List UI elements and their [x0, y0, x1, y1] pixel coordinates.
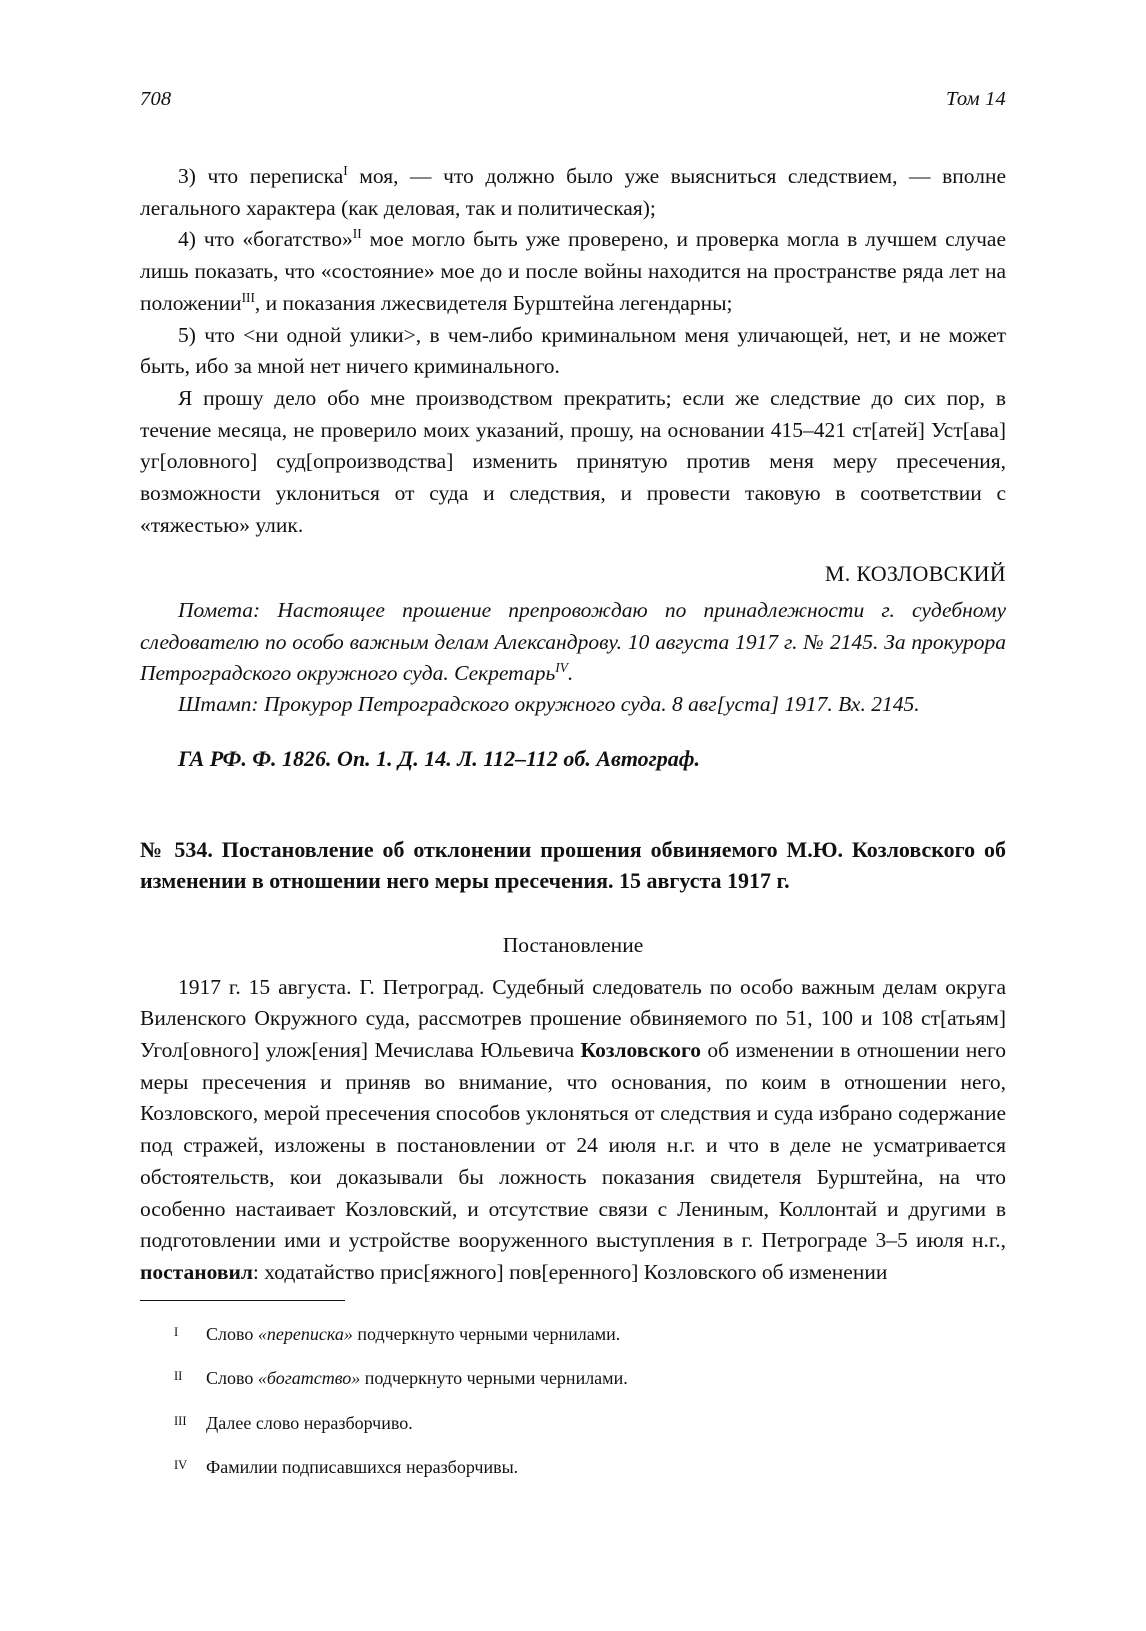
- footnote-text-pre: Далее слово неразборчиво.: [206, 1412, 413, 1433]
- footnote-text-pre: Слово: [206, 1368, 258, 1389]
- footnote-ref-4: IV: [555, 659, 568, 675]
- paragraph-3: [140, 161, 1006, 224]
- paragraph-3-rest: моя, — что должно было уже выясниться следствием, — вполне легального характера (как деловая, так и политическая);: [140, 164, 1006, 220]
- archive-reference: ГА РФ. Ф. 1826. Оп. 1. Д. 14. Л. 112–112 об. Автограф.: [178, 746, 701, 772]
- page-number: 708: [140, 88, 172, 110]
- doc-bold-postanovil: постановил: [140, 1259, 253, 1284]
- footnote-text-italic: «богатство»: [257, 1368, 361, 1389]
- document-paragraph: [140, 972, 1006, 1289]
- pometa-end: .: [567, 660, 574, 685]
- document-subtitle: Постановление: [502, 932, 644, 957]
- footnote-ref-2: II: [352, 226, 362, 242]
- footnote-ref-3: III: [241, 289, 255, 305]
- footnote-text-post: подчеркнуто черными чернилами.: [352, 1324, 621, 1344]
- footnote-text: [206, 1323, 1006, 1346]
- paragraph-5: 5) что <ни одной улики>, в чем-либо криминальном меня уличающей, нет, и не может быть, ибо за мной нет ничего криминального.: [140, 322, 1006, 379]
- footnote-marker: II: [174, 1369, 183, 1384]
- footnote-separator: [140, 1300, 345, 1301]
- paragraph-4-mid: мое могло быть уже проверено, и проверка могла в лучшем случае лишь показать, что «состояние» мое до и после войны находится на пространстве ряда лет на положении: [140, 227, 1006, 315]
- footnote-text: [206, 1456, 1006, 1479]
- paragraph-6: Я прошу дело обо мне производством прекратить; если же следствие до сих пор, в течение месяца, не проверило моих указаний, прошу, на основании 415–421 ст[атей] Уст[ава] уг[оловного] суд[опроизводства] изменить принятую против меня меру пресечения, возможности уклониться от суда и следствия, и провести таковую в соответствии с «тяжестью» улик.: [140, 385, 1006, 537]
- footnote-item: [140, 1456, 1006, 1479]
- footnote-text-pre: Фамилии подписавшихся неразборчивы.: [206, 1457, 519, 1478]
- shtamp-note: Штамп: Прокурор Петроградского окружного суда. 8 авг[уста] 1917. Вх. 2145.: [178, 691, 920, 716]
- paragraph-4-start: 4) что «богатство»: [178, 227, 353, 252]
- volume-label: Том 14: [945, 88, 1006, 110]
- footnote-marker: III: [174, 1413, 187, 1428]
- running-head: [140, 88, 1006, 111]
- paragraph-4: [140, 224, 1006, 319]
- body-text: [140, 161, 1006, 541]
- doc-text-part2: об изменении в отношении него меры пресечения и приняв во внимание, что основания, по коим в отношении него, Козловского, мерой пресечения способов уклоняться от следствия и суда избрано содержание под стражей, изложены в постановлении от 24 июля н.г. и что в деле не усматривается обстоятельств, кои доказывали бы ложность показания свидетеля Бурштейна, на что особенно настаивает Козловский, и отсутствие связи с Лениным, Коллонтай и другими в подготовлении ими и устройстве вооруженного выступления в г. Петрограде 3–5 июля н.г.,: [140, 1038, 1006, 1253]
- footnote-text: [206, 1367, 1006, 1390]
- paragraph-3-start: 3) что переписка: [178, 164, 344, 188]
- footnote-marker: IV: [174, 1458, 188, 1473]
- footnote-item: [140, 1323, 1006, 1346]
- doc-text-part1: 1917 г. 15 августа. Г. Петроград. Судебный следователь по особо важным делам округа Виленского Окружного суда, рассмотрев прошение обвиняемого по 51, 100 и 108 ст[атьям] Угол[овного] улож[ения] Мечислава Юльевича: [140, 974, 1006, 1062]
- pometa-text: Помета: Настоящее прошение препровождаю по принадлежности г. судебному следователю по особо важным делам Александрову. 10 августа 1917 г. № 2145. За прокурора Петроградского окружного суда. Секретарь: [140, 598, 1006, 685]
- footnote-item: [140, 1412, 1006, 1435]
- footnote-text-pre: Слово: [206, 1324, 258, 1344]
- paragraph-4-end: , и показания лжесвидетеля Бурштейна легендарны;: [254, 290, 733, 315]
- document-title: № 534. Постановление об отклонении прошения обвиняемого М.Ю. Козловского об изменении в отношении него меры пресечения. 15 августа 1917 г.: [140, 837, 1006, 894]
- pometa-note: [140, 595, 1006, 689]
- footnote-item: [140, 1367, 1006, 1390]
- footnote-text-post: подчеркнуто черными чернилами.: [360, 1368, 628, 1389]
- doc-bold-kozlovsky: Козловского: [580, 1038, 701, 1062]
- footnote-text-italic: «переписка»: [257, 1324, 353, 1344]
- footnote-ref-1: I: [343, 162, 348, 178]
- footnote-text: [206, 1412, 1006, 1435]
- footnotes-block: [140, 1300, 1006, 1501]
- doc-text-part3: : ходатайство прис[яжного] пов[еренного] Козловского об изменении: [252, 1259, 888, 1284]
- document-body: [140, 972, 1006, 1289]
- footnote-marker: I: [174, 1325, 179, 1339]
- signature: М. КОЗЛОВСКИЙ: [824, 561, 1006, 587]
